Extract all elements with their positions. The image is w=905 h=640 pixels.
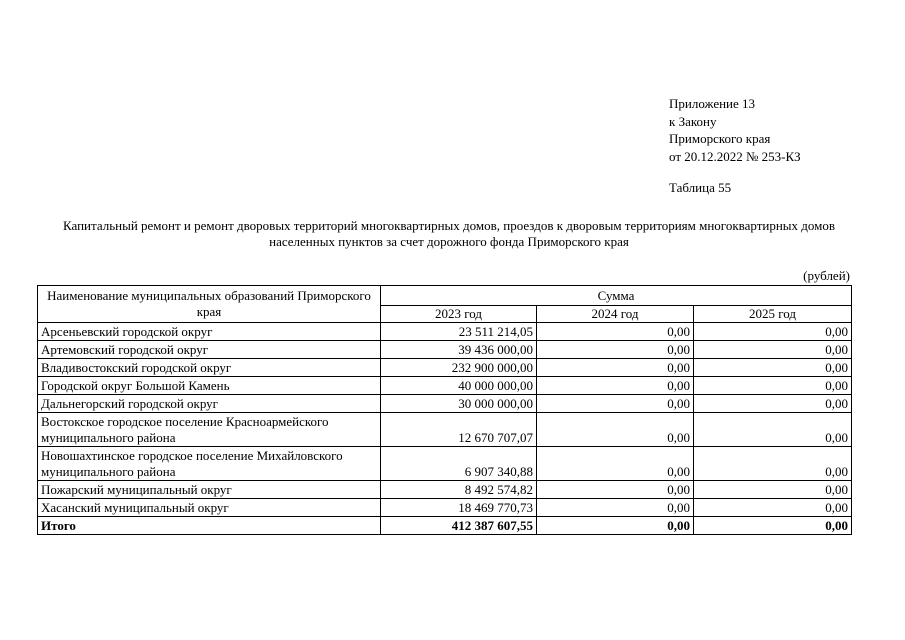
header-name-column: Наименование муниципальных образований Приморского края <box>38 286 381 323</box>
total-2023: 412 387 607,55 <box>381 517 537 535</box>
row-value-2025: 0,00 <box>694 413 852 447</box>
row-value-2023: 30 000 000,00 <box>381 395 537 413</box>
row-value-2025: 0,00 <box>694 341 852 359</box>
row-name: Хасанский муниципальный округ <box>38 499 381 517</box>
table-number: Таблица 55 <box>669 180 732 195</box>
row-name: Арсеньевский городской округ <box>38 323 381 341</box>
row-value-2023: 6 907 340,88 <box>381 447 537 481</box>
row-name: Городской округ Большой Камень <box>38 377 381 395</box>
row-value-2024: 0,00 <box>537 413 694 447</box>
document-title: Капитальный ремонт и ремонт дворовых территорий многоквартирных домов, проездов к дворовым территориям многоквартирных домов населенных пунктов за счет дорожного фонда Приморского края <box>62 218 836 249</box>
row-name: Новошахтинское городское поселение Михайловского муниципального района <box>38 447 381 481</box>
table-row <box>38 395 852 413</box>
row-value-2025: 0,00 <box>694 481 852 499</box>
table-row <box>38 413 852 447</box>
header-year-2023: 2023 год <box>381 306 537 323</box>
table-row <box>38 359 852 377</box>
row-value-2023: 18 469 770,73 <box>381 499 537 517</box>
table-row <box>38 341 852 359</box>
row-value-2025: 0,00 <box>694 447 852 481</box>
row-value-2025: 0,00 <box>694 395 852 413</box>
row-value-2024: 0,00 <box>537 447 694 481</box>
row-value-2023: 232 900 000,00 <box>381 359 537 377</box>
row-value-2024: 0,00 <box>537 359 694 377</box>
row-value-2024: 0,00 <box>537 395 694 413</box>
table-total-row <box>38 517 852 535</box>
row-value-2023: 23 511 214,05 <box>381 323 537 341</box>
units-label: (рублей) <box>803 268 850 283</box>
appendix-line: к Закону <box>669 113 717 129</box>
row-value-2024: 0,00 <box>537 377 694 395</box>
row-value-2025: 0,00 <box>694 359 852 377</box>
header-sum-column: Сумма <box>381 286 852 306</box>
row-name: Востокское городское поселение Красноармейского муниципального района <box>38 413 381 447</box>
table-row <box>38 323 852 341</box>
table-row <box>38 499 852 517</box>
table-row <box>38 481 852 499</box>
row-value-2024: 0,00 <box>537 499 694 517</box>
total-2024: 0,00 <box>537 517 694 535</box>
row-value-2024: 0,00 <box>537 323 694 341</box>
row-value-2025: 0,00 <box>694 323 852 341</box>
row-value-2023: 12 670 707,07 <box>381 413 537 447</box>
appendix-line: Приморского края <box>669 131 771 146</box>
row-name: Пожарский муниципальный округ <box>38 481 381 499</box>
budget-table <box>37 285 852 535</box>
row-value-2025: 0,00 <box>694 499 852 517</box>
row-value-2023: 8 492 574,82 <box>381 481 537 499</box>
appendix-line: от 20.12.2022 № 253-КЗ <box>669 148 801 164</box>
row-value-2024: 0,00 <box>537 481 694 499</box>
row-value-2025: 0,00 <box>694 377 852 395</box>
header-year-2025: 2025 год <box>694 306 852 323</box>
row-value-2023: 40 000 000,00 <box>381 377 537 395</box>
header-year-2024: 2024 год <box>537 306 694 323</box>
appendix-note <box>669 95 801 165</box>
row-value-2023: 39 436 000,00 <box>381 341 537 359</box>
row-name: Дальнегорский городской округ <box>38 395 381 413</box>
total-label: Итого <box>38 517 381 535</box>
appendix-line: Приложение 13 <box>669 96 756 111</box>
row-name: Владивостокский городской округ <box>38 359 381 377</box>
table-row <box>38 447 852 481</box>
total-2025: 0,00 <box>694 517 852 535</box>
row-value-2024: 0,00 <box>537 341 694 359</box>
row-name: Артемовский городской округ <box>38 341 381 359</box>
table-row <box>38 377 852 395</box>
